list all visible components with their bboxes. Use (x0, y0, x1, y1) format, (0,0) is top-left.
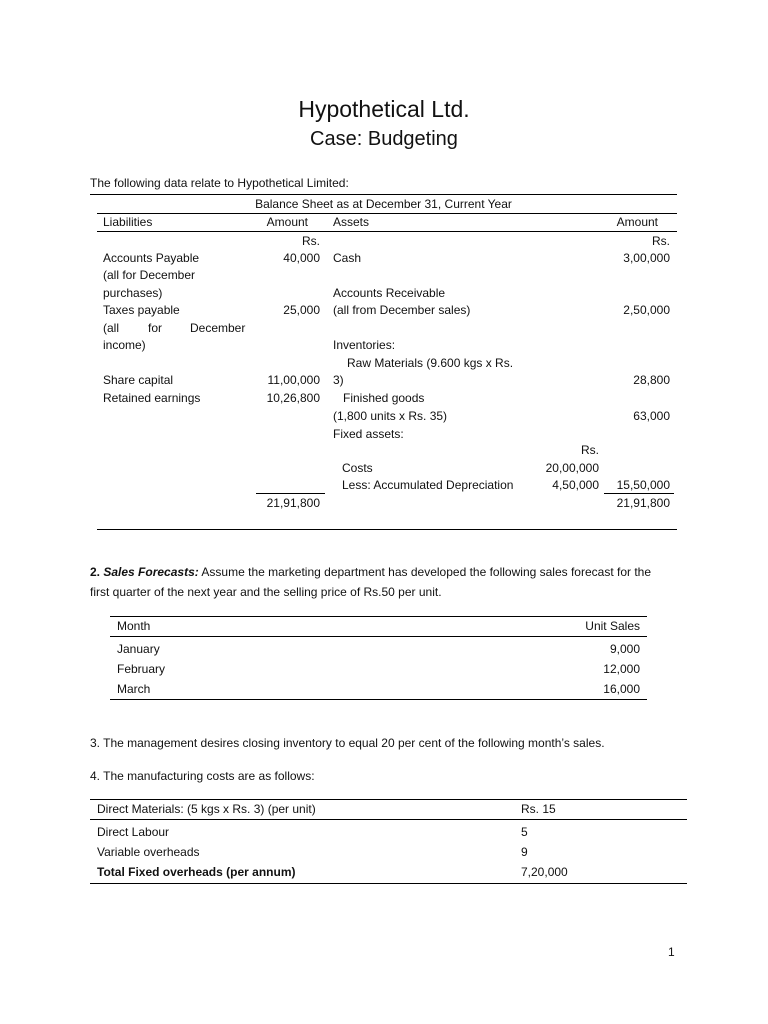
amount-fixed-assets-net: 15,50,000 (616, 478, 670, 492)
amount-cash: 3,00,000 (623, 251, 670, 265)
rule (90, 883, 687, 884)
sales-header-units: Unit Sales (585, 619, 640, 633)
amount-depreciation: 4,50,000 (552, 478, 599, 492)
liability-note: (all for December (103, 268, 196, 282)
col-header-amount-assets: Amount (616, 215, 658, 229)
currency-label: Rs. (581, 443, 599, 457)
sales-row-units: 9,000 (609, 642, 640, 656)
liability-note: income) (103, 338, 146, 352)
sales-row-units: 12,000 (603, 662, 640, 676)
section-number: 2. (90, 565, 101, 579)
sales-row-units: 16,000 (603, 682, 640, 696)
section-heading: Sales Forecasts: (103, 565, 199, 579)
amount-raw-materials: 28,800 (633, 373, 670, 387)
cost-value-total: 7,20,000 (521, 865, 568, 879)
liability-share-capital: Share capital (103, 373, 174, 387)
rule (90, 799, 687, 800)
currency-label: Rs. (302, 234, 320, 248)
paragraph-3: 3. The management desires closing inventory to equal 20 per cent of the following month’s sales. (90, 736, 605, 750)
asset-costs: Costs (342, 461, 373, 475)
asset-finished-goods: Finished goods (343, 391, 425, 405)
amount-accounts-receivable: 2,50,000 (623, 303, 670, 317)
col-header-assets: Assets (333, 215, 370, 229)
intro-text: The following data relate to Hypothetical Limited: (90, 176, 349, 190)
amount-costs: 20,00,000 (545, 461, 599, 475)
cost-label: Variable overheads (97, 845, 200, 859)
rule (110, 616, 647, 617)
asset-accumulated-depreciation: Less: Accumulated Depreciation (342, 478, 514, 492)
rule (90, 194, 677, 195)
total-assets: 21,91,800 (616, 496, 670, 510)
asset-raw-materials: Raw Materials (9.600 kgs x Rs. (347, 356, 514, 370)
col-header-amount-liabilities: Amount (266, 215, 308, 229)
liability-retained-earnings: Retained earnings (103, 391, 201, 405)
rule (97, 529, 677, 530)
document-title: Hypothetical Ltd. (298, 96, 470, 122)
rule (110, 636, 647, 637)
rule (90, 819, 687, 820)
rule (97, 213, 677, 214)
sales-row-month: March (117, 682, 151, 696)
liability-note: purchases) (103, 286, 163, 300)
rule (110, 699, 647, 700)
asset-note: (1,800 units x Rs. 35) (333, 409, 448, 423)
section-text: Assume the marketing department has developed the following sales forecast for the (198, 565, 652, 579)
amount-share-capital: 11,00,000 (267, 373, 320, 387)
balance-sheet-caption: Balance Sheet as at December 31, Current Year (255, 197, 512, 211)
rule (97, 231, 677, 232)
liability-accounts-payable: Accounts Payable (103, 251, 200, 265)
section-2-line-1 (90, 565, 651, 579)
currency-label: Rs. (652, 234, 670, 248)
liability-note-word: for (148, 321, 163, 335)
sales-row-month: February (117, 662, 166, 676)
page-number: 1 (668, 945, 675, 959)
paragraph-4: 4. The manufacturing costs are as follows: (90, 769, 315, 783)
document-subtitle: Case: Budgeting (310, 128, 458, 150)
asset-accounts-receivable: Accounts Receivable (333, 286, 446, 300)
total-liabilities: 21,91,800 (266, 496, 320, 510)
cost-label: Direct Materials: (5 kgs x Rs. 3) (per unit) (97, 802, 316, 816)
liability-taxes-payable: Taxes payable (103, 303, 180, 317)
cost-value: Rs. 15 (521, 802, 556, 816)
asset-cash: Cash (333, 251, 362, 265)
liability-note-word: (all (103, 321, 120, 335)
amount-finished-goods: 63,000 (633, 409, 670, 423)
asset-inventories: Inventories: (333, 338, 396, 352)
cost-label: Direct Labour (97, 825, 170, 839)
cost-value: 5 (521, 825, 528, 839)
amount-accounts-payable: 40,000 (283, 251, 320, 265)
asset-fixed-assets: Fixed assets: (333, 427, 404, 441)
asset-note: 3) (333, 373, 344, 387)
rule (256, 493, 325, 494)
asset-note: (all from December sales) (333, 303, 471, 317)
amount-taxes-payable: 25,000 (283, 303, 320, 317)
rule (604, 493, 674, 494)
sales-row-month: January (117, 642, 160, 656)
cost-value: 9 (521, 845, 528, 859)
cost-label-total: Total Fixed overheads (per annum) (97, 865, 296, 879)
sales-header-month: Month (117, 619, 151, 633)
amount-retained-earnings: 10,26,800 (266, 391, 320, 405)
liability-note-word: December (190, 321, 246, 335)
section-2-line-2: first quarter of the next year and the selling price of Rs.50 per unit. (90, 585, 442, 599)
col-header-liabilities: Liabilities (103, 215, 153, 229)
